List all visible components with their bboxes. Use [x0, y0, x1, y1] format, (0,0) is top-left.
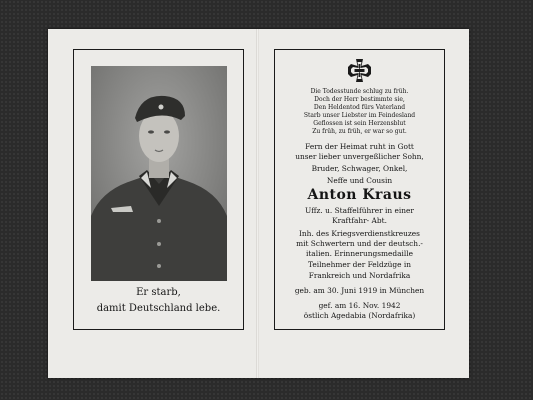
soldier-portrait-illustration	[91, 66, 227, 281]
death-line: östlich Agedabia (Nordafrika)	[303, 311, 416, 320]
honors-line: Teilnehmer der Feldzüge in	[307, 260, 412, 269]
iron-cross-icon	[347, 58, 372, 83]
rank-line: Uffz. u. Staffelführer in einer	[305, 206, 414, 215]
rank-line: Kraftfahr- Abt.	[332, 216, 387, 225]
soldier-portrait-photo	[91, 66, 227, 281]
intro-line: Neffe und Cousin	[326, 176, 393, 185]
intro-line: Bruder, Schwager, Onkel,	[311, 164, 408, 173]
poem-line: Den Heldentod fürs Vaterland	[313, 104, 406, 111]
death-line: gef. am 16. Nov. 1942	[318, 301, 401, 310]
honors-line: italien. Erinnerungsmedaille	[305, 249, 414, 258]
poem-line: Zu früh, zu früh, er war so gut.	[312, 128, 407, 135]
card-fold	[256, 29, 259, 378]
honors-line: Inh. des Kriegsverdienstkreuzes	[299, 229, 420, 238]
poem-line: Geflossen ist sein Herzensblut	[313, 120, 406, 127]
caption-line-2: damit Deutschland lebe.	[96, 303, 221, 314]
honors-line: mit Schwertern und der deutsch.-	[296, 239, 423, 248]
birth-line: geb. am 30. Juni 1919 in München	[294, 286, 425, 295]
caption-line-1: Er starb,	[136, 287, 181, 298]
poem-line: Starb unser Liebster im Feindesland	[303, 112, 416, 119]
left-panel	[73, 49, 244, 330]
memorial-card	[48, 29, 469, 378]
intro-line: Fern der Heimat ruht in Gott	[305, 142, 414, 151]
poem-line: Die Todesstunde schlug zu früh.	[310, 88, 409, 95]
honors-line: Frankreich und Nordafrika	[308, 271, 411, 280]
deceased-name: Anton Kraus	[307, 187, 412, 203]
poem-line: Doch der Herr bestimmte sie,	[314, 96, 405, 103]
intro-line: unser lieber unvergeßlicher Sohn,	[295, 152, 424, 161]
right-panel	[274, 49, 445, 330]
